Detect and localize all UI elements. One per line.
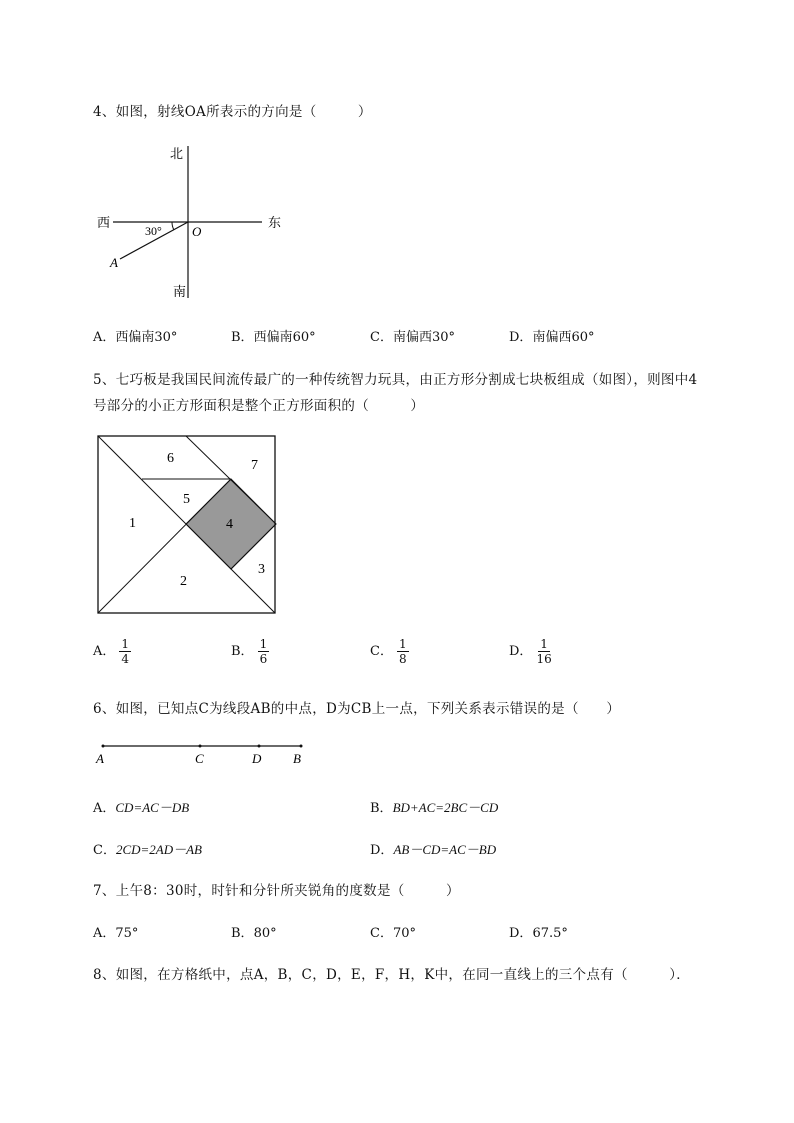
q7-option-a[interactable]: A．75° xyxy=(93,926,139,941)
q7-option-c[interactable]: C．70° xyxy=(370,926,416,941)
q5-option-c[interactable]: C． $\frac{1}{8}$ xyxy=(370,637,407,666)
east-label: 东 xyxy=(268,215,282,230)
point-a xyxy=(102,745,105,748)
point-c xyxy=(199,745,202,748)
piece-label-2: 2 xyxy=(180,574,187,589)
q5-stem-line1: 5、七巧板是我国民间流传最广的一种传统智力玩具，由正方形分割成七块板组成（如图），则图中4 xyxy=(93,372,698,388)
point-d xyxy=(258,745,261,748)
q6-option-c[interactable]: C．2CD=2AD－AB xyxy=(93,842,202,858)
piece-label-7: 7 xyxy=(251,458,258,473)
q5-option-a[interactable]: A． $\frac{1}{4}$ xyxy=(93,637,130,666)
piece-label-6: 6 xyxy=(167,451,174,466)
point-b-label: B xyxy=(293,751,301,766)
point-b xyxy=(300,745,303,748)
north-label: 北 xyxy=(170,146,184,161)
q6-segment-figure xyxy=(90,738,310,770)
q7-option-d[interactable]: D．67.5° xyxy=(509,926,568,941)
piece-label-4: 4 xyxy=(226,517,233,532)
q5-tangram-figure xyxy=(90,428,285,620)
q4-option-d[interactable]: D．南偏西60° xyxy=(509,330,595,345)
q7-stem: 7、上午8：30时，时针和分针所夹锐角的度数是（ ） xyxy=(93,883,460,899)
q6-option-a[interactable]: A．CD=AC－DB xyxy=(93,800,190,816)
q4-option-b[interactable]: B．西偏南60° xyxy=(231,330,316,345)
south-label: 南 xyxy=(173,284,187,299)
piece-label-3: 3 xyxy=(258,562,265,577)
q6-option-d[interactable]: D．AB－CD=AC－BD xyxy=(370,842,497,858)
q5-option-d[interactable]: D． $\frac{1}{16}$ xyxy=(509,637,552,666)
q4-option-a[interactable]: A．西偏南30° xyxy=(93,330,178,345)
q5-stem-line2: 号部分的小正方形面积是整个正方形面积的（ ） xyxy=(93,398,425,414)
q4-stem: 4、如图，射线OA所表示的方向是（ ） xyxy=(93,104,372,120)
point-o-label: O xyxy=(192,224,202,239)
point-a-label: A xyxy=(96,751,104,766)
angle-arc xyxy=(172,222,174,230)
q4-compass-figure xyxy=(90,140,300,305)
point-a-label: A xyxy=(110,255,118,270)
q8-stem: 8、如图，在方格纸中，点A，B，C，D，E，F，H，K中，在同一直线上的三个点有（ ）． xyxy=(93,967,691,983)
piece-label-5: 5 xyxy=(183,492,190,507)
angle-label: 30° xyxy=(145,224,162,238)
q7-option-b[interactable]: B．80° xyxy=(231,926,277,941)
point-d-label: D xyxy=(252,751,262,766)
q6-stem: 6、如图，已知点C为线段AB的中点，D为CB上一点，下列关系表示错误的是（ ） xyxy=(93,701,621,717)
q6-option-b[interactable]: B．BD+AC=2BC－CD xyxy=(370,800,499,816)
q4-option-c[interactable]: C．南偏西30° xyxy=(370,330,455,345)
west-label: 西 xyxy=(97,215,111,230)
piece-label-1: 1 xyxy=(129,516,136,531)
q5-option-b[interactable]: B． $\frac{1}{6}$ xyxy=(231,637,268,666)
point-c-label: C xyxy=(195,751,204,766)
